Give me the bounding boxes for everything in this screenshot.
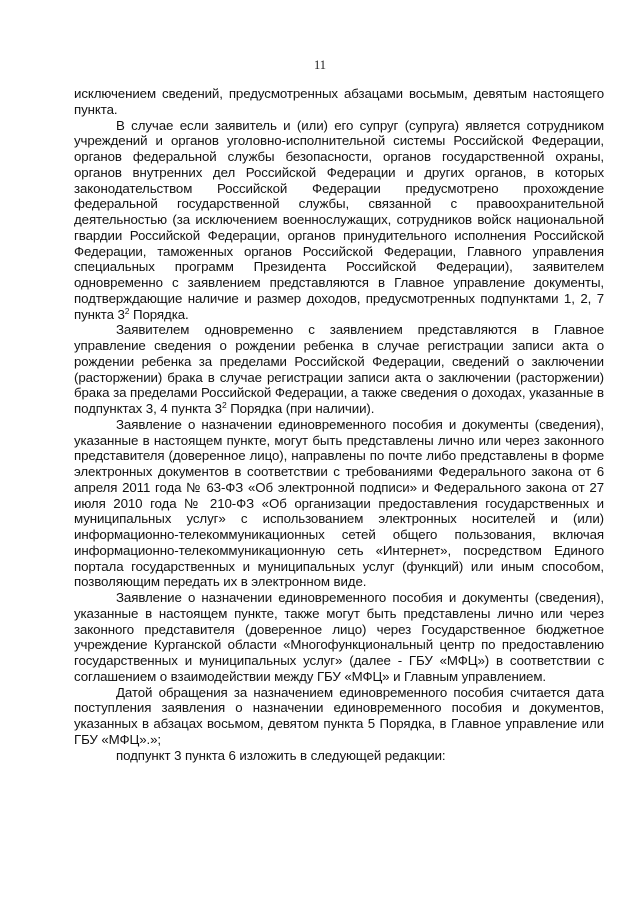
- superscript-index: 2: [221, 400, 227, 410]
- paragraph-mfc-submission: Заявление о назначении единовременного пособия и документы (сведения), указанные в настоящем пункте, также могут быть представлены лично или через законного представителя (доверенное лицо) через Государственное бюджетное учреждение Курганской области «Многофункциональный центр по предоставлению государственных и муниципальных услуг» (далее - ГБУ «МФЦ») в соответствии с соглашением о взаимодействии между ГБУ «МФЦ» и Главным управлением.: [74, 590, 604, 684]
- paragraph-submission-methods: Заявление о назначении единовременного пособия и документы (сведения), указанные в настоящем пункте, могут быть представлены лично или через законного представителя (доверенное лицо), направлены по почте либо представлены в форме электронных документов в соответствии с требованиями Федерального закона от 6 апреля 2011 года № 63-ФЗ «Об электронной подписи» и Федерального закона от 27 июля 2010 года № 210-ФЗ «Об организации предоставления государственных и муниципальных услуг» с использованием электронных носителей и (или) информационно-телекоммуникационных сетей общего пользования, включая информационно-телекоммуникационную сеть «Интернет», посредством Единого портала государственных и муниципальных услуг (функций) или иным способом, позволяющим передать их в электронном виде.: [74, 416, 604, 590]
- paragraph-birth-marriage-info: Заявителем одновременно с заявлением представляются в Главное управление сведения о рождении ребенка в случае регистрации записи акта о рождении ребенка за пределами Российской Федерации, сведений о заключении (расторжении) брака в случае регистрации записи акта о заключении (расторжении) брака за пределами Российской Федерации, а также сведения о доходах, указанные в подпунктах 3, 4 пункта $3^2$ Порядка (при наличии).: [74, 322, 604, 416]
- paragraph-continuation: исключением сведений, предусмотренных абзацами восьмым, девятым настоящего пункта.: [74, 86, 604, 117]
- paragraph-law-enforcement-income: В случае если заявитель и (или) его супруг (супруга) является сотрудником учреждений и органов уголовно-исполнительной системы Российской Федерации, органов федеральной службы безопасности, органов государственной охраны, органов внутренних дел Российской Федерации и других органов, в которых законодательством Российской Федерации предусмотрено прохождение федеральной государственной службы, связанной с правоохранительной деятельностью (за исключением военнослужащих, сотрудников войск национальной гвардии Российской Федерации, органов принудительного исполнения Российской Федерации, таможенных органов Российской Федерации, Главного управления специальных программ Президента Российской Федерации), заявителем одновременно с заявлением представляются в Главное управление документы, подтверждающие наличие и размер доходов, предусмотренных подпунктами 1, 2, 7 пункта $3^2$ Порядка.: [74, 117, 604, 322]
- paragraph-subpoint-amendment: подпункт 3 пункта 6 изложить в следующей редакции:: [116, 747, 446, 763]
- document-body: [74, 86, 604, 763]
- paragraph-application-date: Датой обращения за назначением единовременного пособия считается дата поступления заявления о назначении единовременного пособия и документов, указанных в абзацах восьмом, девятом пункта 5 Порядка, в Главное управление или ГБУ «МФЦ».»;: [74, 684, 604, 747]
- superscript-index: 2: [124, 305, 130, 316]
- page-number: 11: [313, 58, 327, 72]
